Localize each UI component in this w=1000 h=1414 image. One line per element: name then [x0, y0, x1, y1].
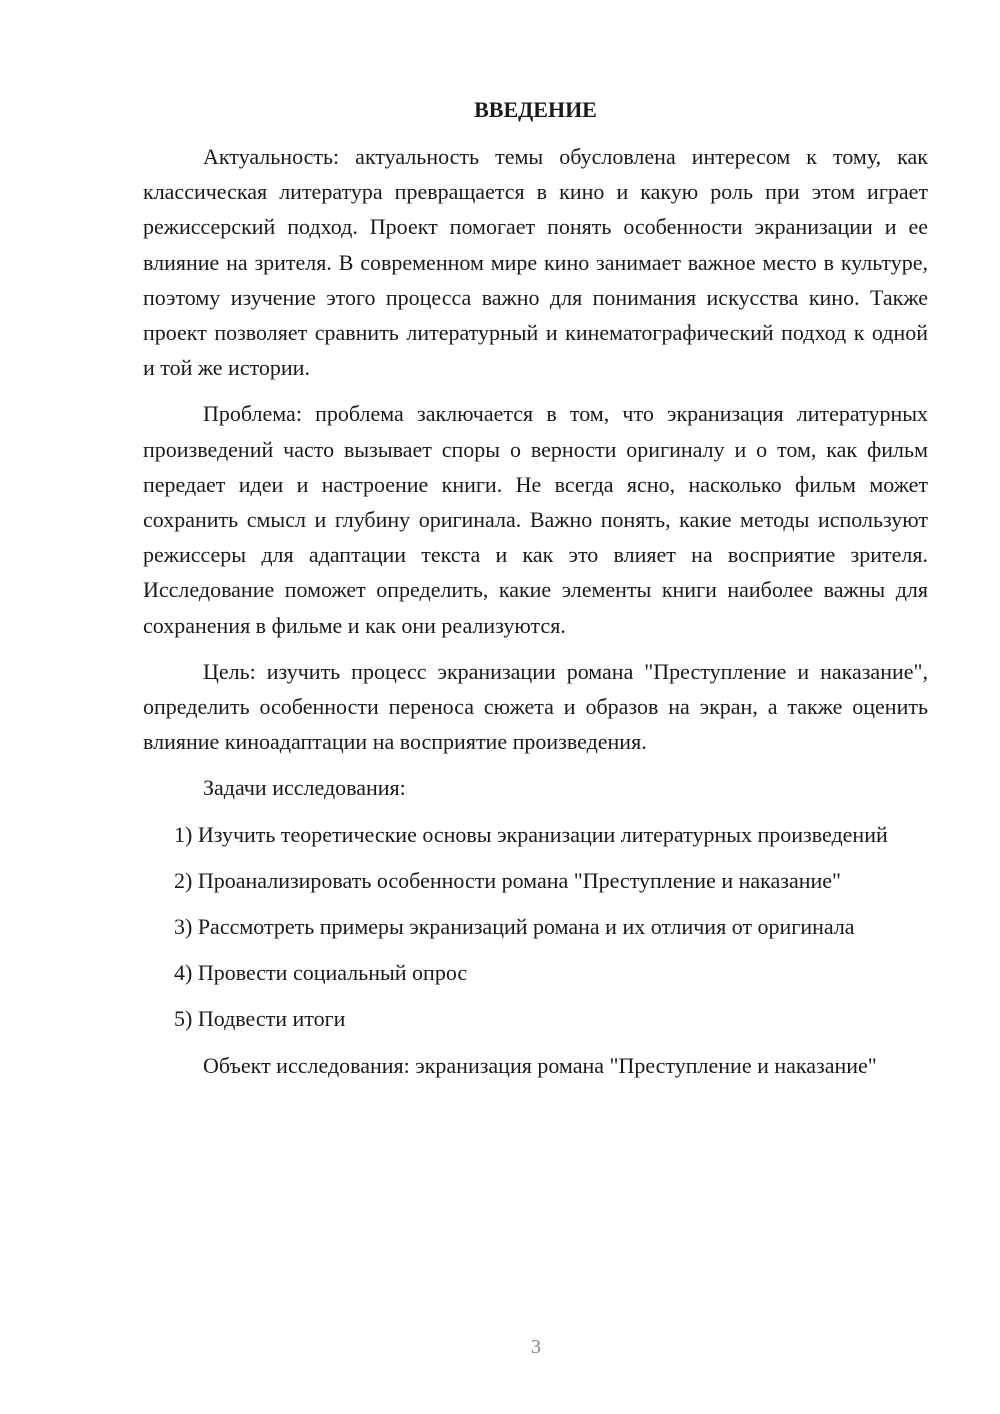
tasks-title: Задачи исследования: — [203, 775, 406, 801]
object-paragraph: Объект исследования: экранизация романа "Преступление и наказание" — [203, 1052, 877, 1078]
task-item-2: 2) Проанализировать особенности романа "Преступление и наказание" — [174, 867, 842, 893]
goal-paragraph: Цель: изучить процесс экранизации романа "Преступление и наказание", определить особенности переноса сюжета и образов на экран, а также оценить влияние киноадаптации на восприятие произведения. — [143, 658, 928, 755]
task-item-3: 3) Рассмотреть примеры экранизаций романа и их отличия от оригинала — [174, 914, 855, 940]
page-content — [143, 92, 928, 1083]
section-heading: ВВЕДЕНИЕ — [474, 97, 597, 122]
problem-paragraph: Проблема: проблема заключается в том, что экранизация литературных произведений часто вызывает споры о верности оригиналу и о том, как фильм передает идеи и настроение книги. Не всегда ясно, насколько фильм может сохранить смысл и глубину оригинала. Важно понять, какие методы используют режиссеры для адаптации текста и как это влияет на восприятие зрителя. Исследование поможет определить, какие элементы книги наиболее важны для сохранения в фильме и как они реализуются. — [143, 401, 928, 638]
task-item-4: 4) Провести социальный опрос — [174, 960, 468, 986]
task-item-5: 5) Подвести итоги — [174, 1006, 346, 1032]
relevance-paragraph: Актуальность: актуальность темы обусловлена интересом к тому, как классическая литература превращается в кино и какую роль при этом играет режиссерский подход. Проект помогает понять особенности экранизации и ее влияние на зрителя. В современном мире кино занимает важное место в культуре, поэтому изучение этого процесса важно для понимания искусства кино. Также проект позволяет сравнить литературный и кинематографический подход к одной и той же истории. — [143, 144, 928, 381]
task-item-1: 1) Изучить теоретические основы экранизации литературных произведений — [174, 821, 888, 847]
page-number: 3 — [531, 1336, 541, 1358]
